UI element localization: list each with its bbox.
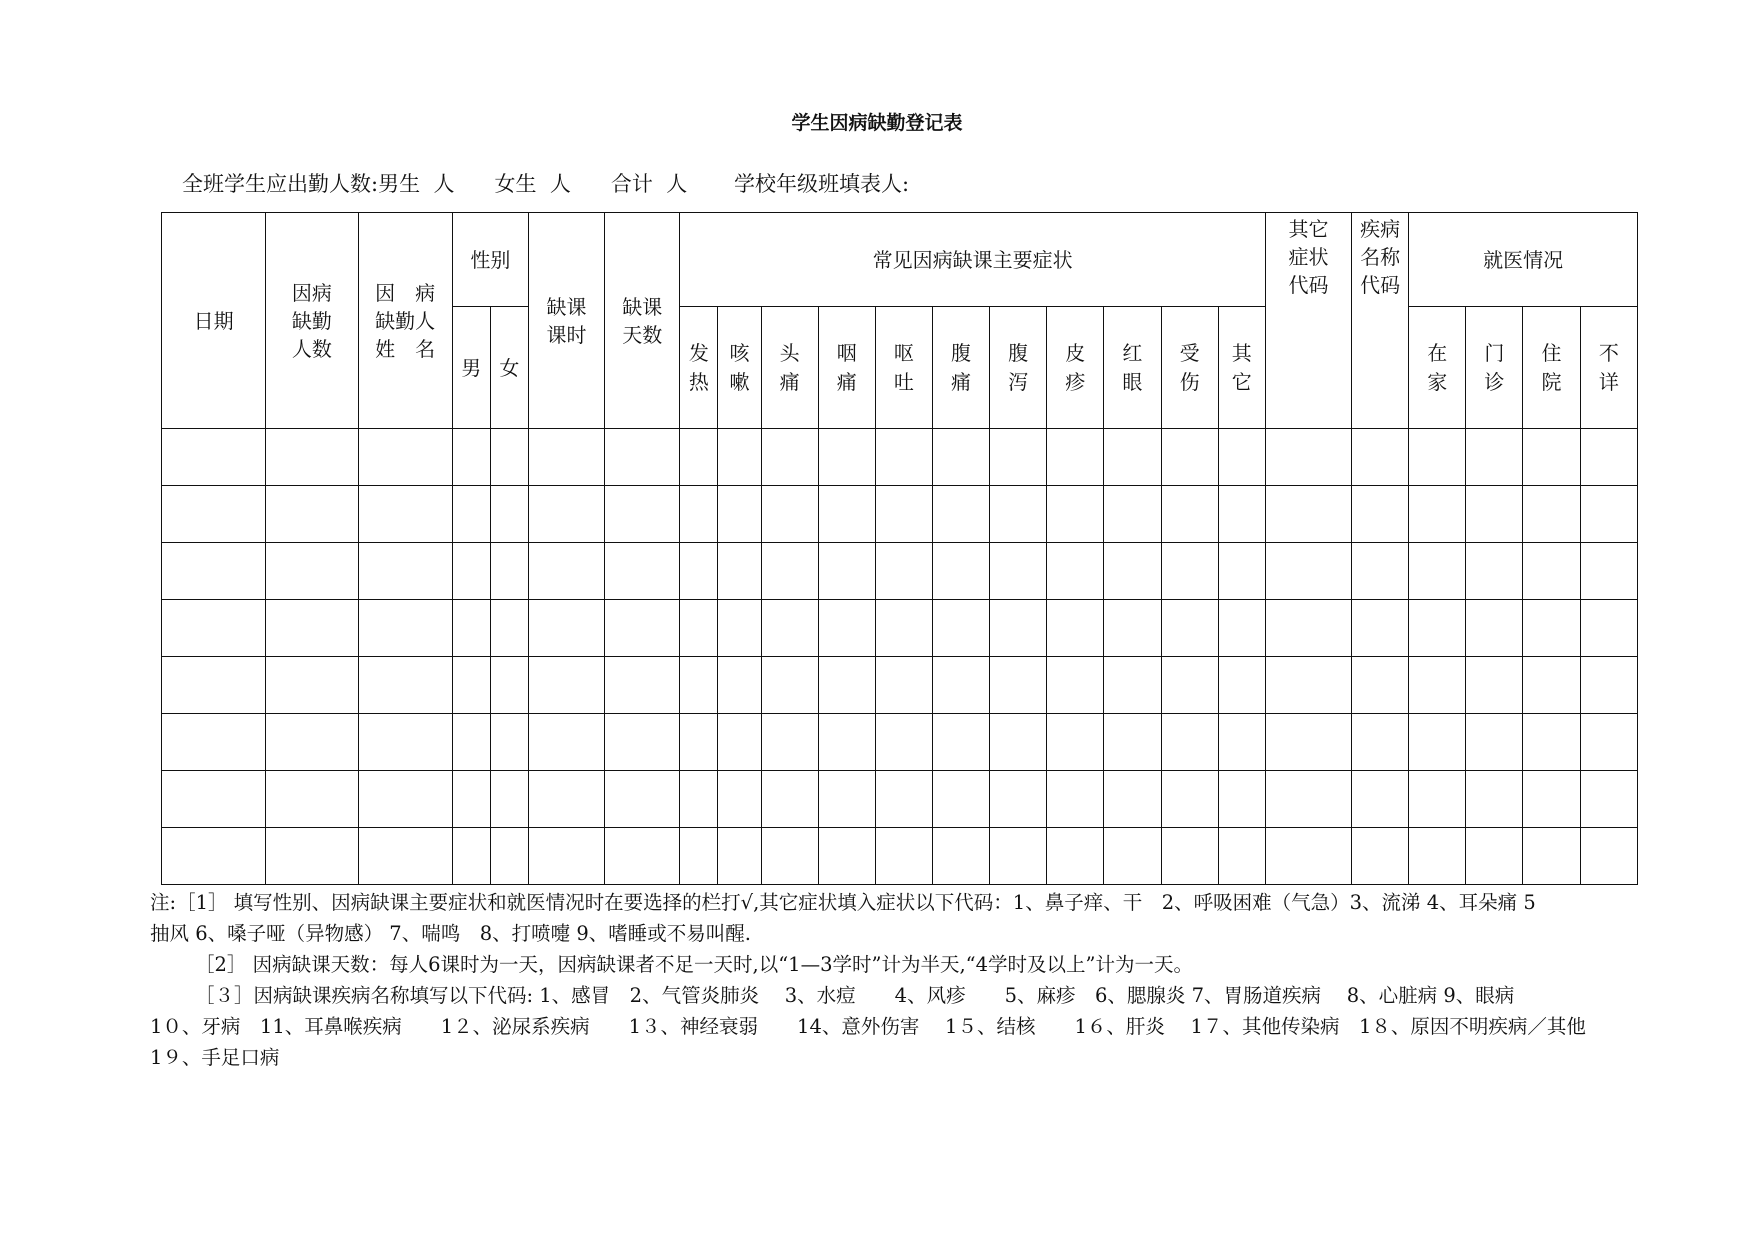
header-female: 女 (490, 307, 528, 429)
table-cell[interactable] (680, 429, 718, 486)
missed-hours-line: 课时 (546, 322, 587, 347)
table-cell[interactable] (1161, 486, 1218, 543)
table-cell[interactable] (680, 657, 718, 714)
table-cell[interactable] (718, 771, 761, 828)
table-cell[interactable] (875, 486, 932, 543)
table-cell[interactable] (761, 714, 818, 771)
table-cell[interactable] (718, 600, 761, 657)
header-symptom-7 (990, 307, 1047, 429)
table-cell[interactable] (266, 486, 358, 543)
table-cell[interactable] (1580, 486, 1637, 543)
header-symptom-3 (761, 307, 818, 429)
note-line: 抽风 6、嗓子哑（异物感） 7、喘鸣 8、打喷嚏 9、嗜睡或不易叫醒. (150, 922, 751, 945)
table-cell[interactable] (1047, 828, 1104, 885)
note-line: 注:［1］ 填写性别、因病缺课主要症状和就医情况时在要选择的栏打√,其它症状填入症状以下代码：1、鼻子痒、干 2、呼吸困难（气急）3、流涕 4、耳朵痛 5 (150, 891, 1536, 914)
note-line: 1９、手足口病 (150, 1046, 280, 1069)
header-symptom-7-char: 腹 (1008, 340, 1029, 365)
header-other-symptom-code (1265, 213, 1351, 429)
missed-hours-line: 缺课 (546, 294, 587, 319)
table-cell[interactable] (875, 828, 932, 885)
table-cell[interactable] (761, 543, 818, 600)
header-medical-4-char: 不 (1598, 340, 1619, 365)
table-cell[interactable] (1466, 657, 1523, 714)
table-cell[interactable] (1580, 714, 1637, 771)
table-cell[interactable] (1580, 429, 1637, 486)
table-cell[interactable] (452, 657, 490, 714)
table-cell[interactable] (761, 486, 818, 543)
table-cell[interactable] (875, 657, 932, 714)
table-cell[interactable] (1409, 657, 1466, 714)
table-cell[interactable] (1218, 657, 1265, 714)
table-cell[interactable] (1161, 771, 1218, 828)
table-cell[interactable] (358, 771, 452, 828)
table-cell[interactable] (875, 429, 932, 486)
table-cell[interactable] (1580, 828, 1637, 885)
table-cell[interactable] (162, 657, 266, 714)
header-symptom-5-char: 吐 (893, 369, 914, 394)
table-cell[interactable] (761, 657, 818, 714)
table-cell[interactable] (605, 429, 680, 486)
header-medical-4 (1580, 307, 1637, 429)
table-cell[interactable] (1218, 828, 1265, 885)
header-symptom-4-char: 咽 (836, 340, 857, 365)
table-cell[interactable] (452, 486, 490, 543)
note-line: 1０、牙病 11、耳鼻喉疾病 1２、泌尿系疾病 1３、神经衰弱 14、意外伤害 1５、结核 1６、肝炎 1７、其他传染病 1８、原因不明疾病／其他 (150, 1015, 1586, 1038)
header-disease-code (1352, 213, 1409, 429)
table-cell[interactable] (358, 657, 452, 714)
info-female: 女生 (494, 172, 537, 196)
table-cell[interactable] (452, 543, 490, 600)
info-school-filler: 学校年级班填表人: (734, 172, 910, 196)
table-cell[interactable] (490, 486, 528, 543)
table-cell[interactable] (761, 771, 818, 828)
header-gender: 性别 (452, 213, 528, 307)
table-cell[interactable] (605, 714, 680, 771)
table-cell[interactable] (162, 543, 266, 600)
table-cell[interactable] (1218, 429, 1265, 486)
table-cell[interactable] (266, 657, 358, 714)
absent-count-line: 因病 (291, 280, 332, 305)
table-cell[interactable] (1161, 543, 1218, 600)
table-cell[interactable] (680, 828, 718, 885)
table-cell[interactable] (266, 543, 358, 600)
table-cell[interactable] (875, 714, 932, 771)
table-cell[interactable] (452, 771, 490, 828)
info-ren-female: 人 (549, 172, 571, 196)
table-cell[interactable] (1047, 600, 1104, 657)
table-cell[interactable] (818, 429, 875, 486)
table-cell[interactable] (1409, 828, 1466, 885)
header-symptom-10-char: 伤 (1179, 369, 1200, 394)
header-symptom-2-char: 咳 (729, 340, 750, 365)
header-missed-days (605, 213, 680, 429)
table-cell[interactable] (266, 600, 358, 657)
table-cell[interactable] (818, 828, 875, 885)
table-cell[interactable] (528, 714, 604, 771)
table-cell[interactable] (605, 828, 680, 885)
header-symptom-3-char: 头 (779, 340, 800, 365)
table-cell[interactable] (718, 828, 761, 885)
header-symptom-8-char: 疹 (1065, 369, 1086, 394)
header-medical-3 (1523, 307, 1580, 429)
table-cell[interactable] (1523, 429, 1580, 486)
table-cell[interactable] (680, 486, 718, 543)
page-title: 学生因病缺勤登记表 (791, 112, 963, 134)
table-cell[interactable] (1047, 657, 1104, 714)
missed-days-line: 天数 (622, 322, 663, 347)
header-medical-2-char: 门 (1484, 340, 1505, 365)
header-medical-4-char: 详 (1598, 369, 1619, 394)
table-cell[interactable] (358, 543, 452, 600)
table-cell[interactable] (358, 714, 452, 771)
note-line: ［３］因病缺课疾病名称填写以下代码: 1、感冒 2、气管炎肺炎 3、水痘 4、风疹 5、麻疹 6、腮腺炎 7、胃肠道疾病 8、心脏病 9、眼病 (195, 984, 1515, 1007)
header-symptom-2-char: 嗽 (729, 369, 750, 394)
table-cell[interactable] (1352, 543, 1409, 600)
table-cell[interactable] (490, 429, 528, 486)
absent-count-line: 缺勤 (291, 308, 332, 333)
table-cell[interactable] (1409, 771, 1466, 828)
table-cell[interactable] (605, 657, 680, 714)
header-medical-1-char: 在 (1427, 340, 1448, 365)
table-cell[interactable] (162, 828, 266, 885)
table-cell[interactable] (1466, 486, 1523, 543)
table-cell[interactable] (1047, 429, 1104, 486)
table-row (162, 543, 1638, 600)
table-cell[interactable] (990, 543, 1047, 600)
table-cell[interactable] (1218, 771, 1265, 828)
table-cell[interactable] (1265, 486, 1351, 543)
header-symptom-1-char: 热 (688, 369, 709, 394)
table-cell[interactable] (452, 828, 490, 885)
table-cell[interactable] (932, 657, 989, 714)
table-cell[interactable] (990, 486, 1047, 543)
table-cell[interactable] (1104, 600, 1161, 657)
table-cell[interactable] (1580, 543, 1637, 600)
note-line: ［2］ 因病缺课天数：每人6课时为一天，因病缺课者不足一天时,以“1—3学时”计为半天,“4学时及以上”计为一天。 (195, 953, 1194, 976)
table-cell[interactable] (490, 828, 528, 885)
header-symptom-10-char: 受 (1179, 340, 1200, 365)
table-cell[interactable] (932, 600, 989, 657)
table-cell[interactable] (1466, 600, 1523, 657)
header-medical-1-char: 家 (1427, 369, 1448, 394)
header-medical-2-char: 诊 (1484, 369, 1505, 394)
absent-name-line: 姓 名 (375, 336, 436, 361)
table-cell[interactable] (875, 600, 932, 657)
absent-name-line: 缺勤人 (375, 308, 436, 333)
table-cell[interactable] (1265, 657, 1351, 714)
table-cell[interactable] (528, 429, 604, 486)
table-cell[interactable] (680, 600, 718, 657)
table-cell[interactable] (162, 600, 266, 657)
table-cell[interactable] (990, 828, 1047, 885)
table-cell[interactable] (605, 771, 680, 828)
table-cell[interactable] (162, 429, 266, 486)
table-cell[interactable] (1104, 828, 1161, 885)
table-cell[interactable] (818, 543, 875, 600)
table-cell[interactable] (680, 771, 718, 828)
header-medical-1 (1409, 307, 1466, 429)
table-cell[interactable] (528, 600, 604, 657)
info-total: 合计 (610, 172, 653, 196)
header-symptom-6-char: 腹 (951, 340, 971, 365)
table-cell[interactable] (990, 657, 1047, 714)
absent-count-line: 人数 (291, 336, 332, 361)
table-cell[interactable] (1265, 429, 1351, 486)
table-cell[interactable] (718, 543, 761, 600)
table-row (162, 600, 1638, 657)
header-absent-name (358, 213, 452, 429)
table-cell[interactable] (1218, 600, 1265, 657)
header-symptom-9-char: 红 (1122, 340, 1143, 365)
table-cell[interactable] (1523, 600, 1580, 657)
table-cell[interactable] (490, 714, 528, 771)
table-cell[interactable] (490, 657, 528, 714)
table-cell[interactable] (1409, 600, 1466, 657)
table-cell[interactable] (1409, 429, 1466, 486)
table-cell[interactable] (1523, 828, 1580, 885)
table-cell[interactable] (266, 714, 358, 771)
table-cell[interactable] (1409, 486, 1466, 543)
table-cell[interactable] (932, 828, 989, 885)
table-cell[interactable] (1352, 486, 1409, 543)
missed-days-line: 缺课 (622, 294, 663, 319)
header-symptom-5-char: 呕 (893, 340, 914, 365)
table-cell[interactable] (1161, 600, 1218, 657)
header-symptom-4-char: 痛 (836, 369, 857, 394)
header-medical-2 (1466, 307, 1523, 429)
table-cell[interactable] (1104, 771, 1161, 828)
info-lead: 全班学生应出勤人数:男生 (182, 172, 421, 196)
info-ren-total: 人 (666, 172, 688, 196)
table-cell[interactable] (452, 714, 490, 771)
table-cell[interactable] (1523, 657, 1580, 714)
disease-code-line: 代码 (1360, 273, 1401, 297)
table-cell[interactable] (358, 429, 452, 486)
header-symptom-10 (1161, 307, 1218, 429)
table-cell[interactable] (932, 714, 989, 771)
absence-register-table (161, 212, 1638, 885)
table-cell[interactable] (452, 429, 490, 486)
table-cell[interactable] (1466, 828, 1523, 885)
table-cell[interactable] (1218, 543, 1265, 600)
table-cell[interactable] (1161, 828, 1218, 885)
table-cell[interactable] (1161, 657, 1218, 714)
table-cell[interactable] (1523, 543, 1580, 600)
table-cell[interactable] (680, 714, 718, 771)
header-male: 男 (452, 307, 490, 429)
table-cell[interactable] (1466, 429, 1523, 486)
header-symptom-3-char: 痛 (779, 369, 800, 394)
table-row (162, 771, 1638, 828)
table-cell[interactable] (1104, 714, 1161, 771)
header-symptom-5 (875, 307, 932, 429)
table-cell[interactable] (818, 657, 875, 714)
table-cell[interactable] (1352, 714, 1409, 771)
header-symptom-6-char: 痛 (951, 369, 971, 394)
table-cell[interactable] (528, 543, 604, 600)
disease-code-line: 疾病 (1360, 217, 1401, 241)
table-cell[interactable] (718, 429, 761, 486)
attendance-info-line (182, 168, 909, 198)
header-symptom-2 (718, 307, 761, 429)
table-cell[interactable] (875, 543, 932, 600)
table-row (162, 714, 1638, 771)
header-symptom-9-char: 眼 (1122, 369, 1143, 394)
table-cell[interactable] (358, 600, 452, 657)
table-cell[interactable] (528, 771, 604, 828)
table-cell[interactable] (490, 543, 528, 600)
info-ren-male: 人 (433, 172, 455, 196)
table-cell[interactable] (875, 771, 932, 828)
table-row (162, 828, 1638, 885)
table-cell[interactable] (1104, 543, 1161, 600)
table-cell[interactable] (162, 714, 266, 771)
table-row (162, 429, 1638, 486)
table-cell[interactable] (680, 543, 718, 600)
table-cell[interactable] (1104, 429, 1161, 486)
table-cell[interactable] (718, 486, 761, 543)
header-medical-3-char: 院 (1541, 369, 1562, 394)
table-cell[interactable] (1523, 486, 1580, 543)
header-symptom-8-char: 皮 (1065, 340, 1086, 365)
table-cell[interactable] (990, 771, 1047, 828)
absent-name-line: 因 病 (375, 280, 436, 305)
header-missed-hours (528, 213, 604, 429)
header-symptom-1-char: 发 (688, 340, 709, 365)
header-medical-group: 就医情况 (1409, 213, 1638, 307)
table-cell[interactable] (1265, 714, 1351, 771)
table-cell[interactable] (718, 714, 761, 771)
table-cell[interactable] (1161, 429, 1218, 486)
table-cell[interactable] (990, 714, 1047, 771)
table-cell[interactable] (761, 828, 818, 885)
table-cell[interactable] (1218, 714, 1265, 771)
header-symptom-11 (1218, 307, 1265, 429)
table-cell[interactable] (1218, 486, 1265, 543)
table-cell[interactable] (1580, 600, 1637, 657)
table-cell[interactable] (818, 486, 875, 543)
table-cell[interactable] (490, 600, 528, 657)
table-cell[interactable] (358, 828, 452, 885)
table-cell[interactable] (1265, 828, 1351, 885)
header-symptom-9 (1104, 307, 1161, 429)
other-symptom-code-line: 其它 (1288, 217, 1329, 241)
header-symptoms-group: 常见因病缺课主要症状 (680, 213, 1266, 307)
table-cell[interactable] (990, 600, 1047, 657)
table-cell[interactable] (528, 657, 604, 714)
table-cell[interactable] (1161, 714, 1218, 771)
header-symptom-11-char: 它 (1231, 369, 1252, 394)
table-cell[interactable] (1352, 828, 1409, 885)
table-cell[interactable] (818, 771, 875, 828)
table-cell[interactable] (452, 600, 490, 657)
table-cell[interactable] (1409, 543, 1466, 600)
table-cell[interactable] (162, 486, 266, 543)
table-cell[interactable] (490, 771, 528, 828)
header-symptom-6 (932, 307, 989, 429)
header-symptom-8 (1047, 307, 1104, 429)
table-cell[interactable] (1523, 714, 1580, 771)
table-cell[interactable] (932, 771, 989, 828)
table-cell[interactable] (1047, 486, 1104, 543)
table-cell[interactable] (990, 429, 1047, 486)
table-cell[interactable] (818, 600, 875, 657)
table-cell[interactable] (605, 600, 680, 657)
table-cell[interactable] (1352, 657, 1409, 714)
table-cell[interactable] (718, 657, 761, 714)
other-symptom-code-line: 症状 (1288, 245, 1329, 269)
table-cell[interactable] (932, 486, 989, 543)
other-symptom-code-line: 代码 (1288, 273, 1329, 297)
table-cell[interactable] (1047, 771, 1104, 828)
table-cell[interactable] (266, 771, 358, 828)
table-cell[interactable] (266, 828, 358, 885)
table-cell[interactable] (932, 543, 989, 600)
table-cell[interactable] (818, 714, 875, 771)
header-symptom-1 (680, 307, 718, 429)
table-cell[interactable] (1409, 714, 1466, 771)
table-cell[interactable] (1523, 771, 1580, 828)
table-row (162, 657, 1638, 714)
table-cell[interactable] (1352, 600, 1409, 657)
header-date: 日期 (162, 213, 266, 429)
table-cell[interactable] (1265, 600, 1351, 657)
disease-code-line: 名称 (1360, 245, 1401, 269)
table-cell[interactable] (358, 486, 452, 543)
table-cell[interactable] (1466, 771, 1523, 828)
table-cell[interactable] (1047, 543, 1104, 600)
table-cell[interactable] (605, 543, 680, 600)
table-cell[interactable] (1352, 429, 1409, 486)
table-cell[interactable] (1466, 543, 1523, 600)
table-cell[interactable] (1352, 771, 1409, 828)
table-cell[interactable] (761, 600, 818, 657)
table-row (162, 486, 1638, 543)
table-cell[interactable] (1047, 714, 1104, 771)
table-cell[interactable] (528, 828, 604, 885)
table-cell[interactable] (1580, 657, 1637, 714)
header-medical-3-char: 住 (1541, 340, 1562, 365)
table-cell[interactable] (761, 429, 818, 486)
header-absent-count (266, 213, 358, 429)
table-cell[interactable] (1580, 771, 1637, 828)
table-cell[interactable] (1265, 771, 1351, 828)
table-cell[interactable] (162, 771, 266, 828)
header-symptom-7-char: 泻 (1008, 369, 1029, 394)
table-cell[interactable] (1265, 543, 1351, 600)
table-cell[interactable] (528, 486, 604, 543)
header-symptom-11-char: 其 (1231, 340, 1252, 365)
table-cell[interactable] (1466, 714, 1523, 771)
table-cell[interactable] (1104, 657, 1161, 714)
header-symptom-4 (818, 307, 875, 429)
table-cell[interactable] (605, 486, 680, 543)
table-cell[interactable] (932, 429, 989, 486)
table-cell[interactable] (266, 429, 358, 486)
notes-section (150, 887, 1630, 1073)
table-cell[interactable] (1104, 486, 1161, 543)
